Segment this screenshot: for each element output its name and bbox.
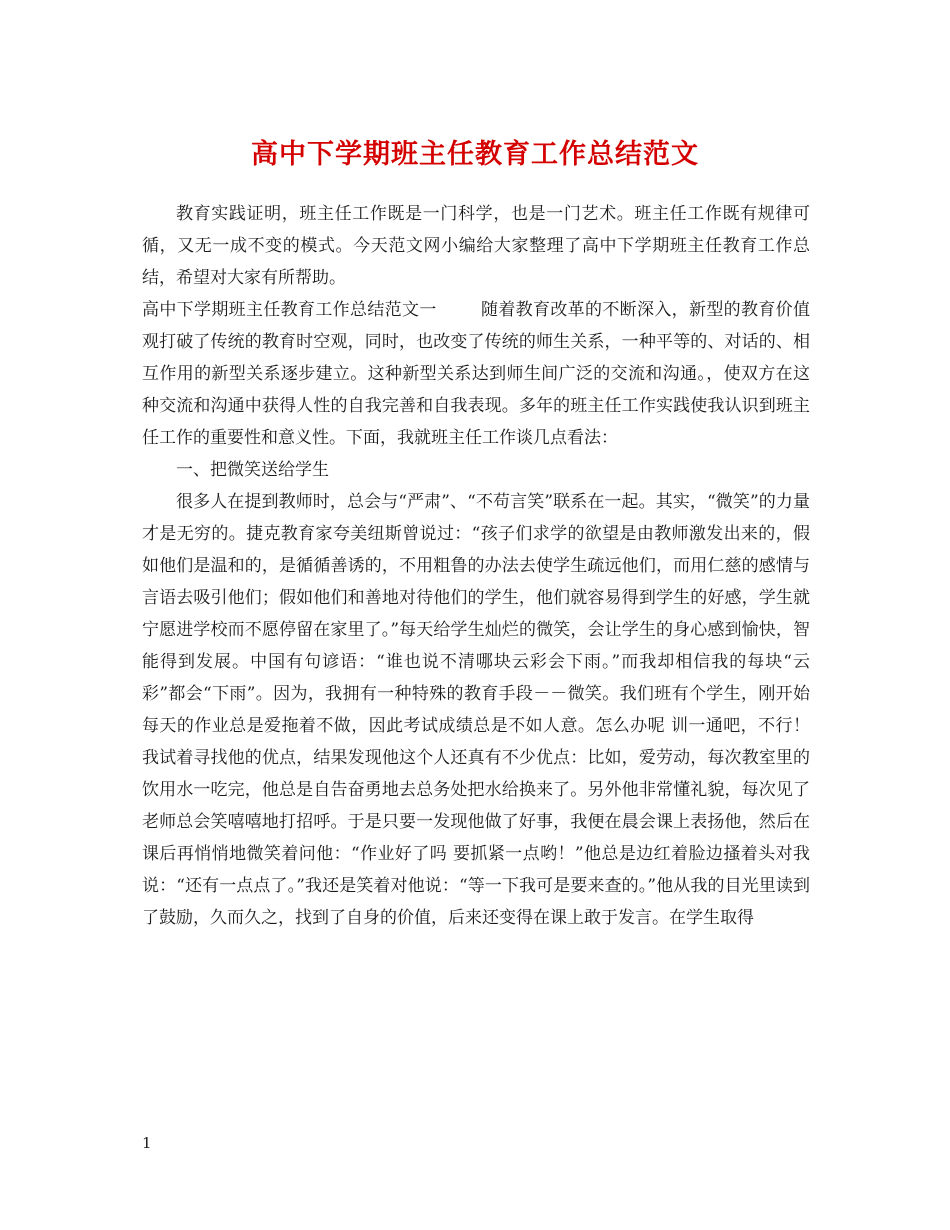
- page-number: 1: [142, 1134, 152, 1152]
- paragraph-1-text: 随着教育改革的不断深入，新型的教育价值观打破了传统的教育时空观，同时，也改变了传统的师生关系，一种平等的、对话的、相互作用的新型关系逐步建立。这种新型关系达到师生间广泛的交流和沟通。，使双方在这种交流和沟通中获得人性的自我完善和自我表现。多年的班主任工作实践使我认识到班主任工作的重要性和意义性。下面，我就班主任工作谈几点看法：: [142, 300, 811, 448]
- section-paragraph-1: [142, 294, 810, 454]
- section-heading-1: 一、把微笑送给学生: [176, 460, 329, 480]
- intro-paragraph: 教育实践证明，班主任工作既是一门科学，也是一门艺术。班主任工作既有规律可循，又无一成不变的模式。今天范文网小编给大家整理了高中下学期班主任教育工作总结，希望对大家有所帮助。: [142, 204, 810, 288]
- document-title: 高中下学期班主任教育工作总结范文: [251, 139, 699, 170]
- section-subtitle: 高中下学期班主任教育工作总结范文一: [142, 300, 437, 320]
- document-body: [142, 198, 810, 934]
- paragraph-2: 很多人在提到教师时，总会与“严肃”、“不苟言笑”联系在一起。其实，“微笑”的力量才是无穷的。捷克教育家夸美纽斯曾说过：“孩子们求学的欲望是由教师激发出来的，假如他们是温和的，是循循善诱的，不用粗鲁的办法去使学生疏远他们，而用仁慈的感情与言语去吸引他们；假如他们和善地对待他们的学生，他们就容易得到学生的好感，学生就宁愿进学校而不愿停留在家里了。”每天给学生灿烂的微笑，会让学生的身心感到愉快，智能得到发展。中国有句谚语：“谁也说不清哪块云彩会下雨。”而我却相信我的每块“云彩”都会“下雨”。因为，我拥有一种特殊的教育手段－－微笑。我们班有个学生，刚开始每天的作业总是爱拖着不做，因此考试成绩总是不如人意。怎么办呢 训一通吧，不行！我试着寻找他的优点，结果发现他这个人还真有不少优点：比如，爱劳动，每次教室里的饮用水一吃完，他总是自告奋勇地去总务处把水给换来了。另外他非常懂礼貌，每次见了老师总会笑嘻嘻地打招呼。于是只要一发现他做了好事，我便在晨会课上表扬他，然后在课后再悄悄地微笑着问他：“作业好了吗 要抓紧一点哟！”他总是边红着脸边搔着头对我说：“还有一点点了。”我还是笑着对他说：“等一下我可是要来查的。”他从我的目光里读到了鼓励，久而久之，找到了自身的价值，后来还变得在课上敢于发言。在学生取得: [142, 492, 810, 928]
